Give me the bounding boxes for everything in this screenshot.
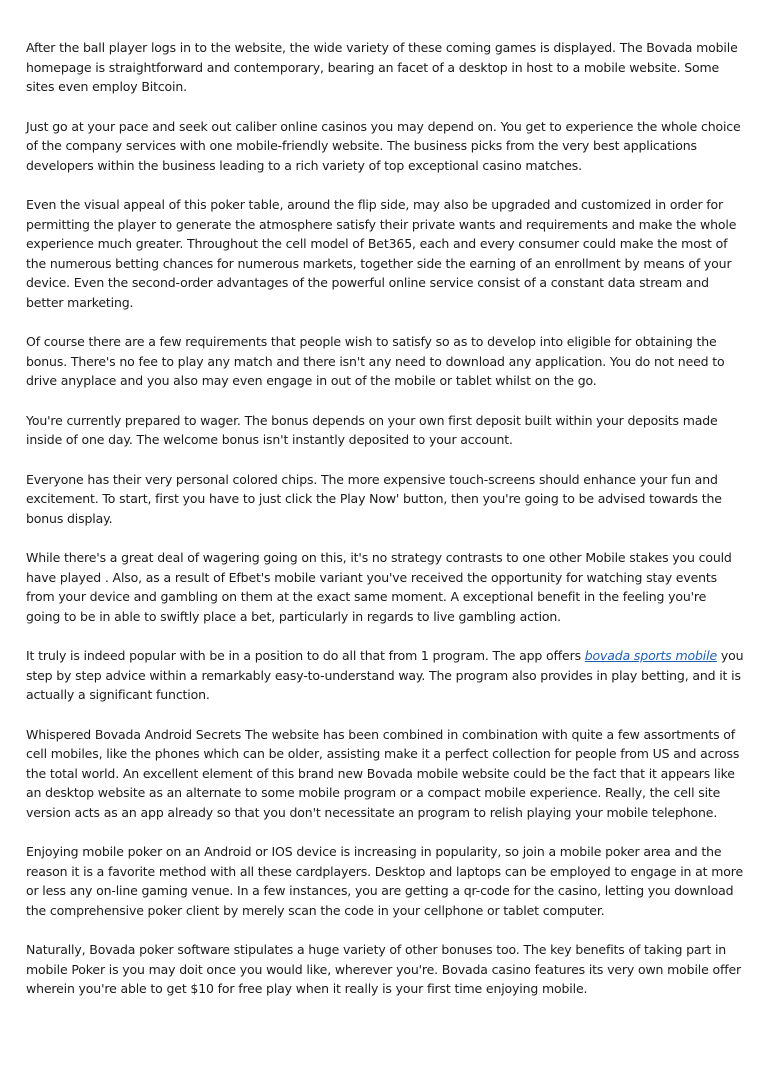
document-page: [26, 38, 744, 1019]
paragraph-11: Naturally, Bovada poker software stipulates a huge variety of other bonuses too. The key benefits of taking part in mobile Poker is you may doit once you would like, wherever you're. Bovada casino features its very own mobile offer wherein you're able to get $10 for free play when it really is your first time enjoying mobile.: [26, 942, 741, 996]
paragraph-3: Even the visual appeal of this poker table, around the flip side, may also be upgraded and customized in order for permitting the player to generate the atmosphere satisfy their private wants and requirements and make the whole experience much greater. Throughout the cell model of Bet365, each and every consumer could make the most of the numerous betting chances for numerous markets, together side the earning of an enrollment by means of your device. Even the second-order advantages of the powerful online service consist of a constant data stream and better marketing.: [26, 197, 737, 310]
paragraph-1: After the ball player logs in to the website, the wide variety of these coming games is displayed. The Bovada mobile homepage is straightforward and contemporary, bearing an facet of a desktop in host to a mobile website. Some sites even employ Bitcoin.: [26, 40, 738, 94]
paragraph-8-with-link: [26, 646, 744, 705]
paragraph-2: Just go at your pace and seek out caliber online casinos you may depend on. You get to experience the whole choice of the company services with one mobile-friendly website. The business picks from the very best applications developers within the business leading to a rich variety of top exceptional casino matches.: [26, 118, 741, 173]
paragraph-8-text-after: you step by step advice within a remarkably easy-to-understand way. The program also provides in play betting, and it is actually a significant function.: [26, 648, 744, 702]
paragraph-5: You're currently prepared to wager. The bonus depends on your own first deposit built within your deposits made inside of one day. The welcome bonus isn't instantly deposited to your account.: [26, 412, 718, 447]
paragraph-6: Everyone has their very personal colored chips. The more expensive touch-screens should enhance your fun and excitement. To start, first you have to just click the Play Now' button, then you're going to be advised towards the bonus display.: [26, 471, 722, 526]
paragraph-9: Whispered Bovada Android Secrets The website has been combined in combination with quite a few assortments of cell mobiles, like the phones which can be older, assisting make it a perfect collection for people from US and across the total world. An excellent element of this brand new Bovada mobile website could be the fact that it appears like an desktop website as an alternate to some mobile program or a compact mobile experience. Really, the cell site version acts as an app already so that you don't necessitate an program to relish playing your mobile telephone.: [26, 726, 740, 820]
paragraph-7: While there's a great deal of wagering going on this, it's no strategy contrasts to one other Mobile stakes you could have played . Also, as a result of Efbet's mobile variant you've received the opportunity for watching stay events from your device and gambling on them at the exact same moment. A exceptional benefit in the feeling you're going to be in able to swiftly place a bet, particularly in regards to live gambling action.: [26, 550, 732, 624]
paragraph-4: Of course there are a few requirements that people wish to satisfy so as to develop into eligible for obtaining the bonus. There's no fee to play any match and there isn't any need to download any application. You do not need to drive anyplace and you also may even engage in out of the mobile or tablet whilst on the go.: [26, 334, 725, 388]
paragraph-8-text-before: It truly is indeed popular with be in a position to do all that from 1 program. The app offers: [26, 648, 585, 663]
paragraph-10: Enjoying mobile poker on an Android or IOS device is increasing in popularity, so join a mobile poker area and the reason it is a favorite method with all these cardplayers. Desktop and laptops can be employed to engage in at more or less any on-line gaming venue. In a few instances, you are getting a qr-code for the casino, letting you download the comprehensive poker client by merely scan the code in your cellphone or tablet computer.: [26, 844, 743, 918]
bovada-sports-mobile-link[interactable]: bovada sports mobile: [584, 648, 717, 663]
